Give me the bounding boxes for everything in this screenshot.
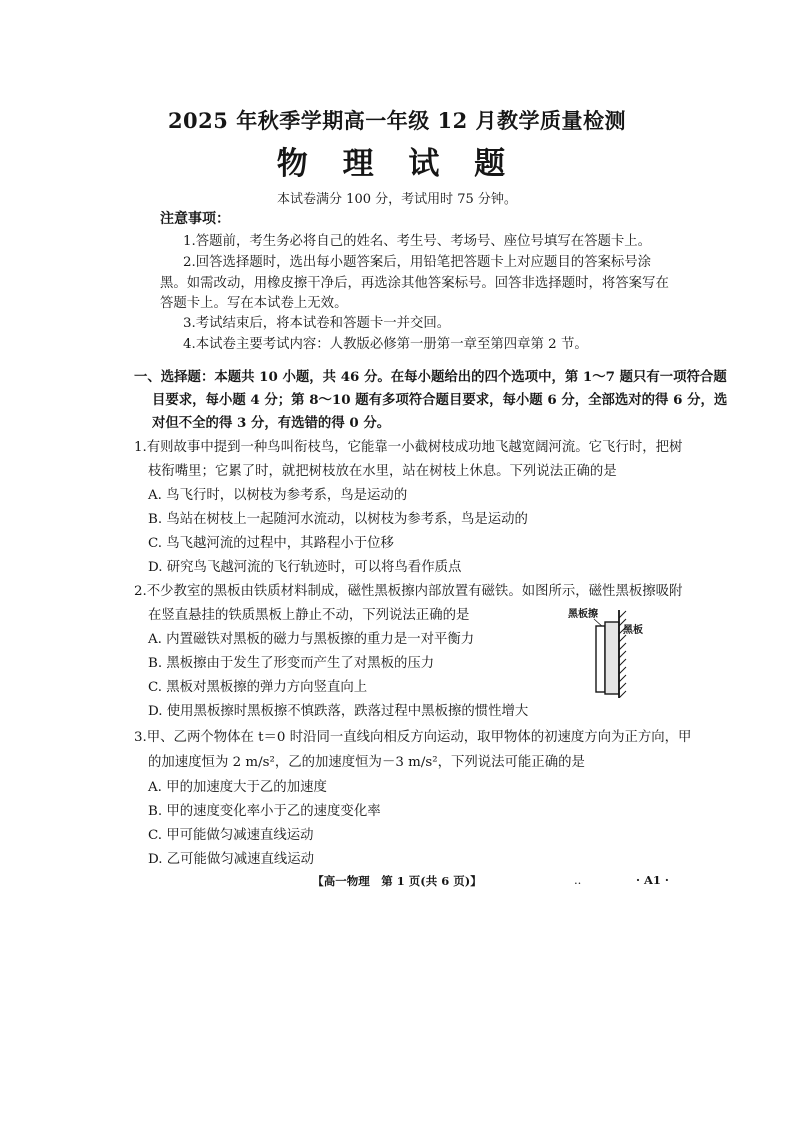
notice-item-2: 2.回答选择题时，选出每小题答案后，用铅笔把答题卡上对应题目的答案标号涂 [183,255,652,270]
q2-option-d: D. 使用黑板擦时黑板擦不慎跌落，跌落过程中黑板擦的惯性增大 [148,704,529,719]
q1-option-b: B. 鸟站在树枝上一起随河水流动，以树枝为参考系，鸟是运动的 [148,512,528,527]
section-instructions-1: 一、选择题：本题共 10 小题，共 46 分。在每小题给出的四个选项中，第 1～7 题只有一项符合题 [134,369,727,385]
q2-stem-2: 在竖直悬挂的铁质黑板上静止不动，下列说法正确的是 [148,608,470,623]
q3-stem-2: 的加速度恒为 2 m/s²，乙的加速度恒为－3 m/s²，下列说法可能正确的是 [148,755,585,770]
q1-option-c: C. 鸟飞越河流的过程中，其路程小于位移 [148,536,394,551]
q2-stem-1: 2.不少教室的黑板由铁质材料制成，磁性黑板擦内部放置有磁铁。如图所示，磁性黑板擦吸附 [134,584,683,599]
q3-option-c: C. 甲可能做匀减速直线运动 [148,828,314,843]
footer-dots: .. [574,873,582,887]
q3-option-a: A. 甲的加速度大于乙的加速度 [148,780,327,795]
exam-title: 2025 年秋季学期高一年级 12 月教学质量检测 [167,108,627,133]
subject-title: 物 理 试 题 [276,146,518,182]
page-footer: 【高一物理 第 1 页(共 6 页)】 [312,874,482,888]
eraser-board-svg [566,606,650,698]
notice-item-2-cont: 黑。如需改动，用橡皮擦干净后，再选涂其他答案标号。回答非选择题时，将答案写在 [160,276,669,291]
q3-option-d: D. 乙可能做匀减速直线运动 [148,852,315,867]
notice-item-3: 3.考试结束后，将本试卷和答题卡一并交回。 [183,316,451,331]
q1-stem-2: 枝衔嘴里；它累了时，就把树枝放在水里，站在树枝上休息。下列说法正确的是 [148,464,617,479]
section-instructions-2: 目要求，每小题 4 分；第 8～10 题有多项符合题目要求，每小题 6 分，全部选对的得 6 分，选 [152,392,728,408]
notice-heading: 注意事项： [160,211,230,227]
q1-stem-1: 1.有则故事中提到一种鸟叫衔枝鸟，它能靠一小截树枝成功地飞越宽阔河流。它飞行时，把树 [134,440,683,455]
q1-option-a: A. 鸟飞行时，以树枝为参考系，鸟是运动的 [148,488,408,503]
eraser-magnet-block [605,622,619,694]
notice-item-2-cont2: 答题卡上。写在本试卷上无效。 [160,296,348,311]
eraser-board-figure [566,606,650,698]
q2-option-c: C. 黑板对黑板擦的弹力方向竖直向上 [148,680,368,695]
q3-option-b: B. 甲的速度变化率小于乙的速度变化率 [148,804,381,819]
q2-option-b: B. 黑板擦由于发生了形变而产生了对黑板的压力 [148,656,435,671]
q1-option-d: D. 研究鸟飞越河流的飞行轨迹时，可以将鸟看作质点 [148,560,462,575]
notice-item-1: 1.答题前，考生务必将自己的姓名、考生号、考场号、座位号填写在答题卡上。 [183,234,652,249]
q2-option-a: A. 内置磁铁对黑板的磁力与黑板擦的重力是一对平衡力 [148,632,475,647]
paper-code: · A1 · [636,873,669,887]
notice-item-4: 4.本试卷主要考试内容：人教版必修第一册第一章至第四章第 2 节。 [183,337,588,352]
q3-stem-1: 3.甲、乙两个物体在 t＝0 时沿同一直线向相反方向运动，取甲物体的初速度方向为正方向，甲 [134,730,692,745]
exam-meta: 本试卷满分 100 分，考试用时 75 分钟。 [277,192,517,207]
eraser-body [596,626,605,692]
eraser-label: 黑板擦 [568,609,598,620]
board-label: 黑板 [623,625,643,636]
section-instructions-3: 对但不全的得 3 分，有选错的得 0 分。 [152,415,391,431]
